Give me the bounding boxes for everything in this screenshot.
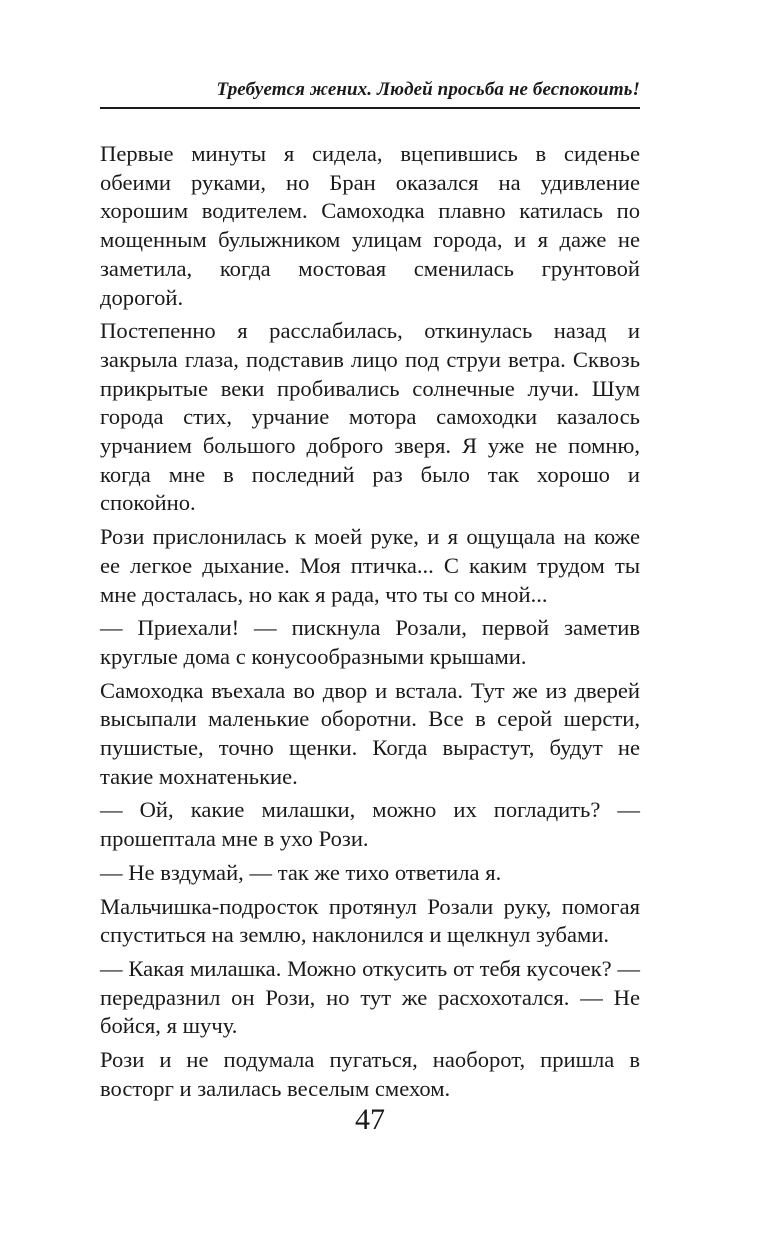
header-rule <box>100 107 640 109</box>
paragraph: Постепенно я расслабилась, откинулась назад и закрыла глаза, подставив лицо под струи ветра. Сквозь прикрытые веки пробивались солнечные лучи. Шум города стих, урчание мотора самоходки казалось урчанием большого доброго зверя. Я уже не помню, когда мне в последний раз было так хорошо и спокойно. <box>100 318 640 516</box>
paragraph: — Ой, какие милашки, можно их погладить? — прошептала мне в ухо Рози. <box>100 797 640 852</box>
paragraph: — Не вздумай, — так же тихо ответила я. <box>100 859 502 885</box>
body-text <box>100 140 640 1109</box>
paragraph: Рози прислонилась к моей руке, и я ощущала на коже ее легкое дыхание. Моя птичка... С каким трудом ты мне досталась, но как я рада, что ты со мной... <box>100 524 640 607</box>
paragraph: Мальчишка-подросток протянул Розали руку, помогая спуститься на землю, наклонился и щелкнул зубами. <box>100 893 640 948</box>
running-header: Требуется жених. Людей просьба не беспокоить! <box>216 79 640 100</box>
paragraph: — Какая милашка. Можно откусить от тебя кусочек? — передразнил он Рози, но тут же расхохотался. — Не бойся, я шучу. <box>100 955 640 1039</box>
page-number: 47 <box>355 1103 385 1136</box>
paragraph: Рози и не подумала пугаться, наоборот, пришла в восторг и залилась веселым смехом. <box>100 1047 640 1101</box>
paragraph: — Приехали! — пискнула Розали, первой заметив круглые дома с конусообразными крышами. <box>100 615 640 669</box>
paragraph: Первые минуты я сидела, вцепившись в сиденье обеими руками, но Бран оказался на удивление хорошим водителем. Самоходка плавно катилась по мощенным булыжником улицам города, и я даже не заметила, когда мостовая сменилась грунтовой дорогой. <box>100 141 640 310</box>
paragraph: Самоходка въехала во двор и встала. Тут же из дверей высыпали маленькие оборотни. Все в серой шерсти, пушистые, точно щенки. Когда вырастут, будут не такие мохнатенькие. <box>100 677 640 789</box>
